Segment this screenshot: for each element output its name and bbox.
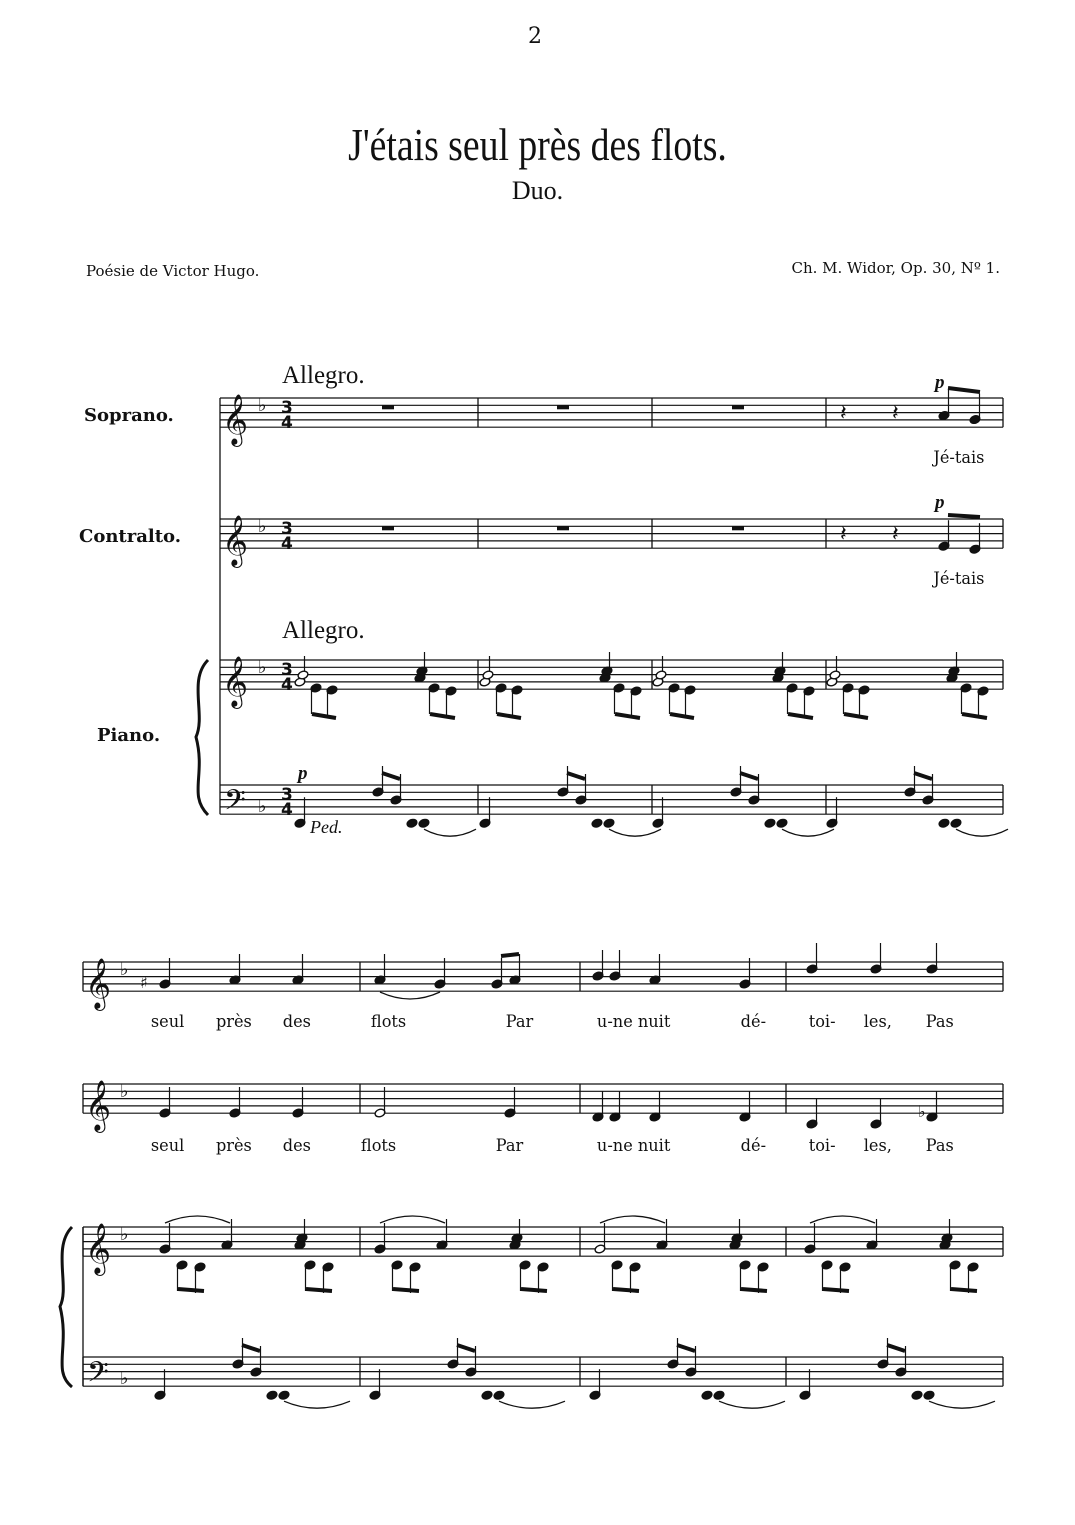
note-head <box>482 670 494 680</box>
slur <box>956 829 1008 836</box>
lyric-soprano-2: dé- <box>740 1012 767 1032</box>
flat-icon: ♭ <box>120 1368 129 1389</box>
beam <box>740 773 758 779</box>
beam <box>741 1289 767 1291</box>
slur <box>284 1401 350 1408</box>
note-head <box>481 1390 493 1400</box>
note-head <box>701 1390 713 1400</box>
treble-clef-icon: 𝄞 <box>222 656 249 707</box>
flat-icon: ♭ <box>120 959 129 980</box>
flat-icon: ♭ <box>120 1224 129 1245</box>
slur <box>499 1401 565 1408</box>
piano-brace <box>196 660 208 815</box>
note-head <box>266 1390 278 1400</box>
slur <box>380 992 440 999</box>
beam <box>312 714 336 718</box>
page-number: 2 <box>528 24 542 49</box>
note-head <box>829 670 841 680</box>
lyric-contralto-1: Jé-tais <box>933 569 985 589</box>
lyric-soprano-2: près <box>215 1012 252 1032</box>
note-head <box>406 818 418 828</box>
beam <box>178 1289 204 1291</box>
note-head <box>297 670 309 680</box>
composer-credit: Ch. M. Widor, Op. 30, Nº 1. <box>791 259 1000 277</box>
lyric-soprano-2: Pas <box>925 1012 954 1032</box>
beam <box>393 1289 419 1291</box>
time-signature-denominator: 4 <box>281 413 293 433</box>
beam <box>613 1289 639 1291</box>
lyric-contralto-2: dé- <box>740 1136 767 1156</box>
beam <box>306 1289 332 1291</box>
beam <box>962 714 987 718</box>
slur <box>719 1401 785 1408</box>
flat-icon: ♭ <box>120 1081 129 1102</box>
beam <box>430 714 455 718</box>
time-signature-numerator: 3 <box>281 519 293 539</box>
part-label-piano: Piano. <box>97 725 161 746</box>
time-signature-numerator: 3 <box>281 660 293 680</box>
lyric-soprano-2: u-ne nuit <box>596 1012 671 1032</box>
slur <box>929 1401 995 1408</box>
note-head <box>591 818 603 828</box>
quarter-rest-icon: 𝄽 <box>892 522 899 547</box>
time-signature-denominator: 4 <box>281 534 293 554</box>
time-signature-denominator: 4 <box>281 800 293 820</box>
part-label-soprano: Soprano. <box>84 405 174 426</box>
beam <box>382 773 400 779</box>
note-head <box>764 818 776 828</box>
beam <box>948 515 980 517</box>
note-head <box>911 1390 923 1400</box>
beam <box>844 714 868 718</box>
bass-clef-icon: 𝄢 <box>224 784 246 824</box>
time-signature-numerator: 3 <box>281 785 293 805</box>
note-head <box>923 1390 935 1400</box>
beam <box>567 773 585 779</box>
lyric-contralto-2: Pas <box>925 1136 954 1156</box>
lyric-soprano-2: toi- <box>808 1012 836 1032</box>
beam <box>914 773 932 779</box>
dynamic-soprano: p <box>935 372 945 393</box>
time-signature-denominator: 4 <box>281 675 293 695</box>
lyric-contralto-2: Par <box>495 1136 524 1156</box>
beam <box>677 1345 695 1351</box>
slur <box>380 1216 445 1223</box>
poet-credit: Poésie de Victor Hugo. <box>86 262 260 280</box>
beam <box>951 1289 977 1291</box>
lyric-soprano-2: Par <box>505 1012 534 1032</box>
song-subtitle: Duo. <box>511 176 564 205</box>
beam <box>242 1345 260 1351</box>
note-head <box>418 818 430 828</box>
note-head <box>950 818 962 828</box>
whole-rest <box>382 405 394 409</box>
whole-rest <box>732 405 744 409</box>
note-head <box>493 1390 505 1400</box>
pedal-marking: Ped. <box>310 817 343 837</box>
lyric-soprano-2: flots <box>370 1012 407 1032</box>
time-signature-numerator: 3 <box>281 398 293 418</box>
lyric-soprano-1: Jé-tais <box>933 448 985 468</box>
whole-rest <box>382 526 394 530</box>
slur <box>782 829 834 836</box>
treble-clef-icon: 𝄞 <box>222 515 249 566</box>
beam <box>887 1345 905 1351</box>
flat-icon: ♭ <box>258 516 267 537</box>
beam <box>948 388 980 392</box>
note-head <box>938 818 950 828</box>
quarter-rest-icon: 𝄽 <box>840 522 847 547</box>
lyric-soprano-2: seul <box>150 1012 185 1032</box>
lyric-contralto-2: les, <box>863 1136 892 1156</box>
flat-icon: ♭ <box>918 1102 926 1121</box>
beam <box>670 714 694 718</box>
slur <box>810 1216 875 1223</box>
slur <box>609 829 661 836</box>
whole-rest <box>557 405 569 409</box>
note-head <box>278 1390 290 1400</box>
note-head <box>713 1390 725 1400</box>
treble-clef-icon: 𝄞 <box>222 394 249 445</box>
note-head <box>603 818 615 828</box>
note-head <box>776 818 788 828</box>
lyric-contralto-2: des <box>282 1136 311 1156</box>
treble-clef-icon: 𝄞 <box>85 1080 112 1131</box>
note-head <box>655 670 667 680</box>
beam <box>501 954 519 956</box>
lyric-contralto-2: u-ne nuit <box>596 1136 671 1156</box>
sharp-icon: ♯ <box>140 973 148 992</box>
piano-brace <box>60 1227 72 1387</box>
beam <box>497 714 521 718</box>
beam <box>457 1345 475 1351</box>
beam <box>615 714 640 718</box>
treble-clef-icon: 𝄞 <box>85 958 112 1009</box>
lyric-soprano-2: les, <box>863 1012 892 1032</box>
beam <box>521 1289 547 1291</box>
quarter-rest-icon: 𝄽 <box>892 401 899 426</box>
slur <box>165 1216 230 1223</box>
dynamic-contralto: p <box>935 492 945 513</box>
lyric-soprano-2: des <box>282 1012 311 1032</box>
slur <box>424 829 476 836</box>
quarter-rest-icon: 𝄽 <box>840 401 847 426</box>
tempo-piano: Allegro. <box>282 617 365 644</box>
flat-icon: ♭ <box>258 395 267 416</box>
lyric-contralto-2: toi- <box>808 1136 836 1156</box>
tempo-voices: Allegro. <box>282 362 365 389</box>
beam <box>788 714 813 718</box>
song-title: J'étais seul près des flots. <box>348 119 727 170</box>
flat-icon: ♭ <box>258 657 267 678</box>
dynamic-piano: p <box>298 763 308 784</box>
slur <box>600 1216 665 1223</box>
whole-rest <box>732 526 744 530</box>
lyric-contralto-2: près <box>215 1136 252 1156</box>
part-label-contralto: Contralto. <box>79 526 181 547</box>
beam <box>823 1289 849 1291</box>
lyric-contralto-2: flots <box>360 1136 397 1156</box>
bass-clef-icon: 𝄢 <box>87 1356 109 1396</box>
lyric-contralto-2: seul <box>150 1136 185 1156</box>
whole-rest <box>557 526 569 530</box>
treble-clef-icon: 𝄞 <box>85 1223 112 1274</box>
flat-icon: ♭ <box>258 796 267 817</box>
